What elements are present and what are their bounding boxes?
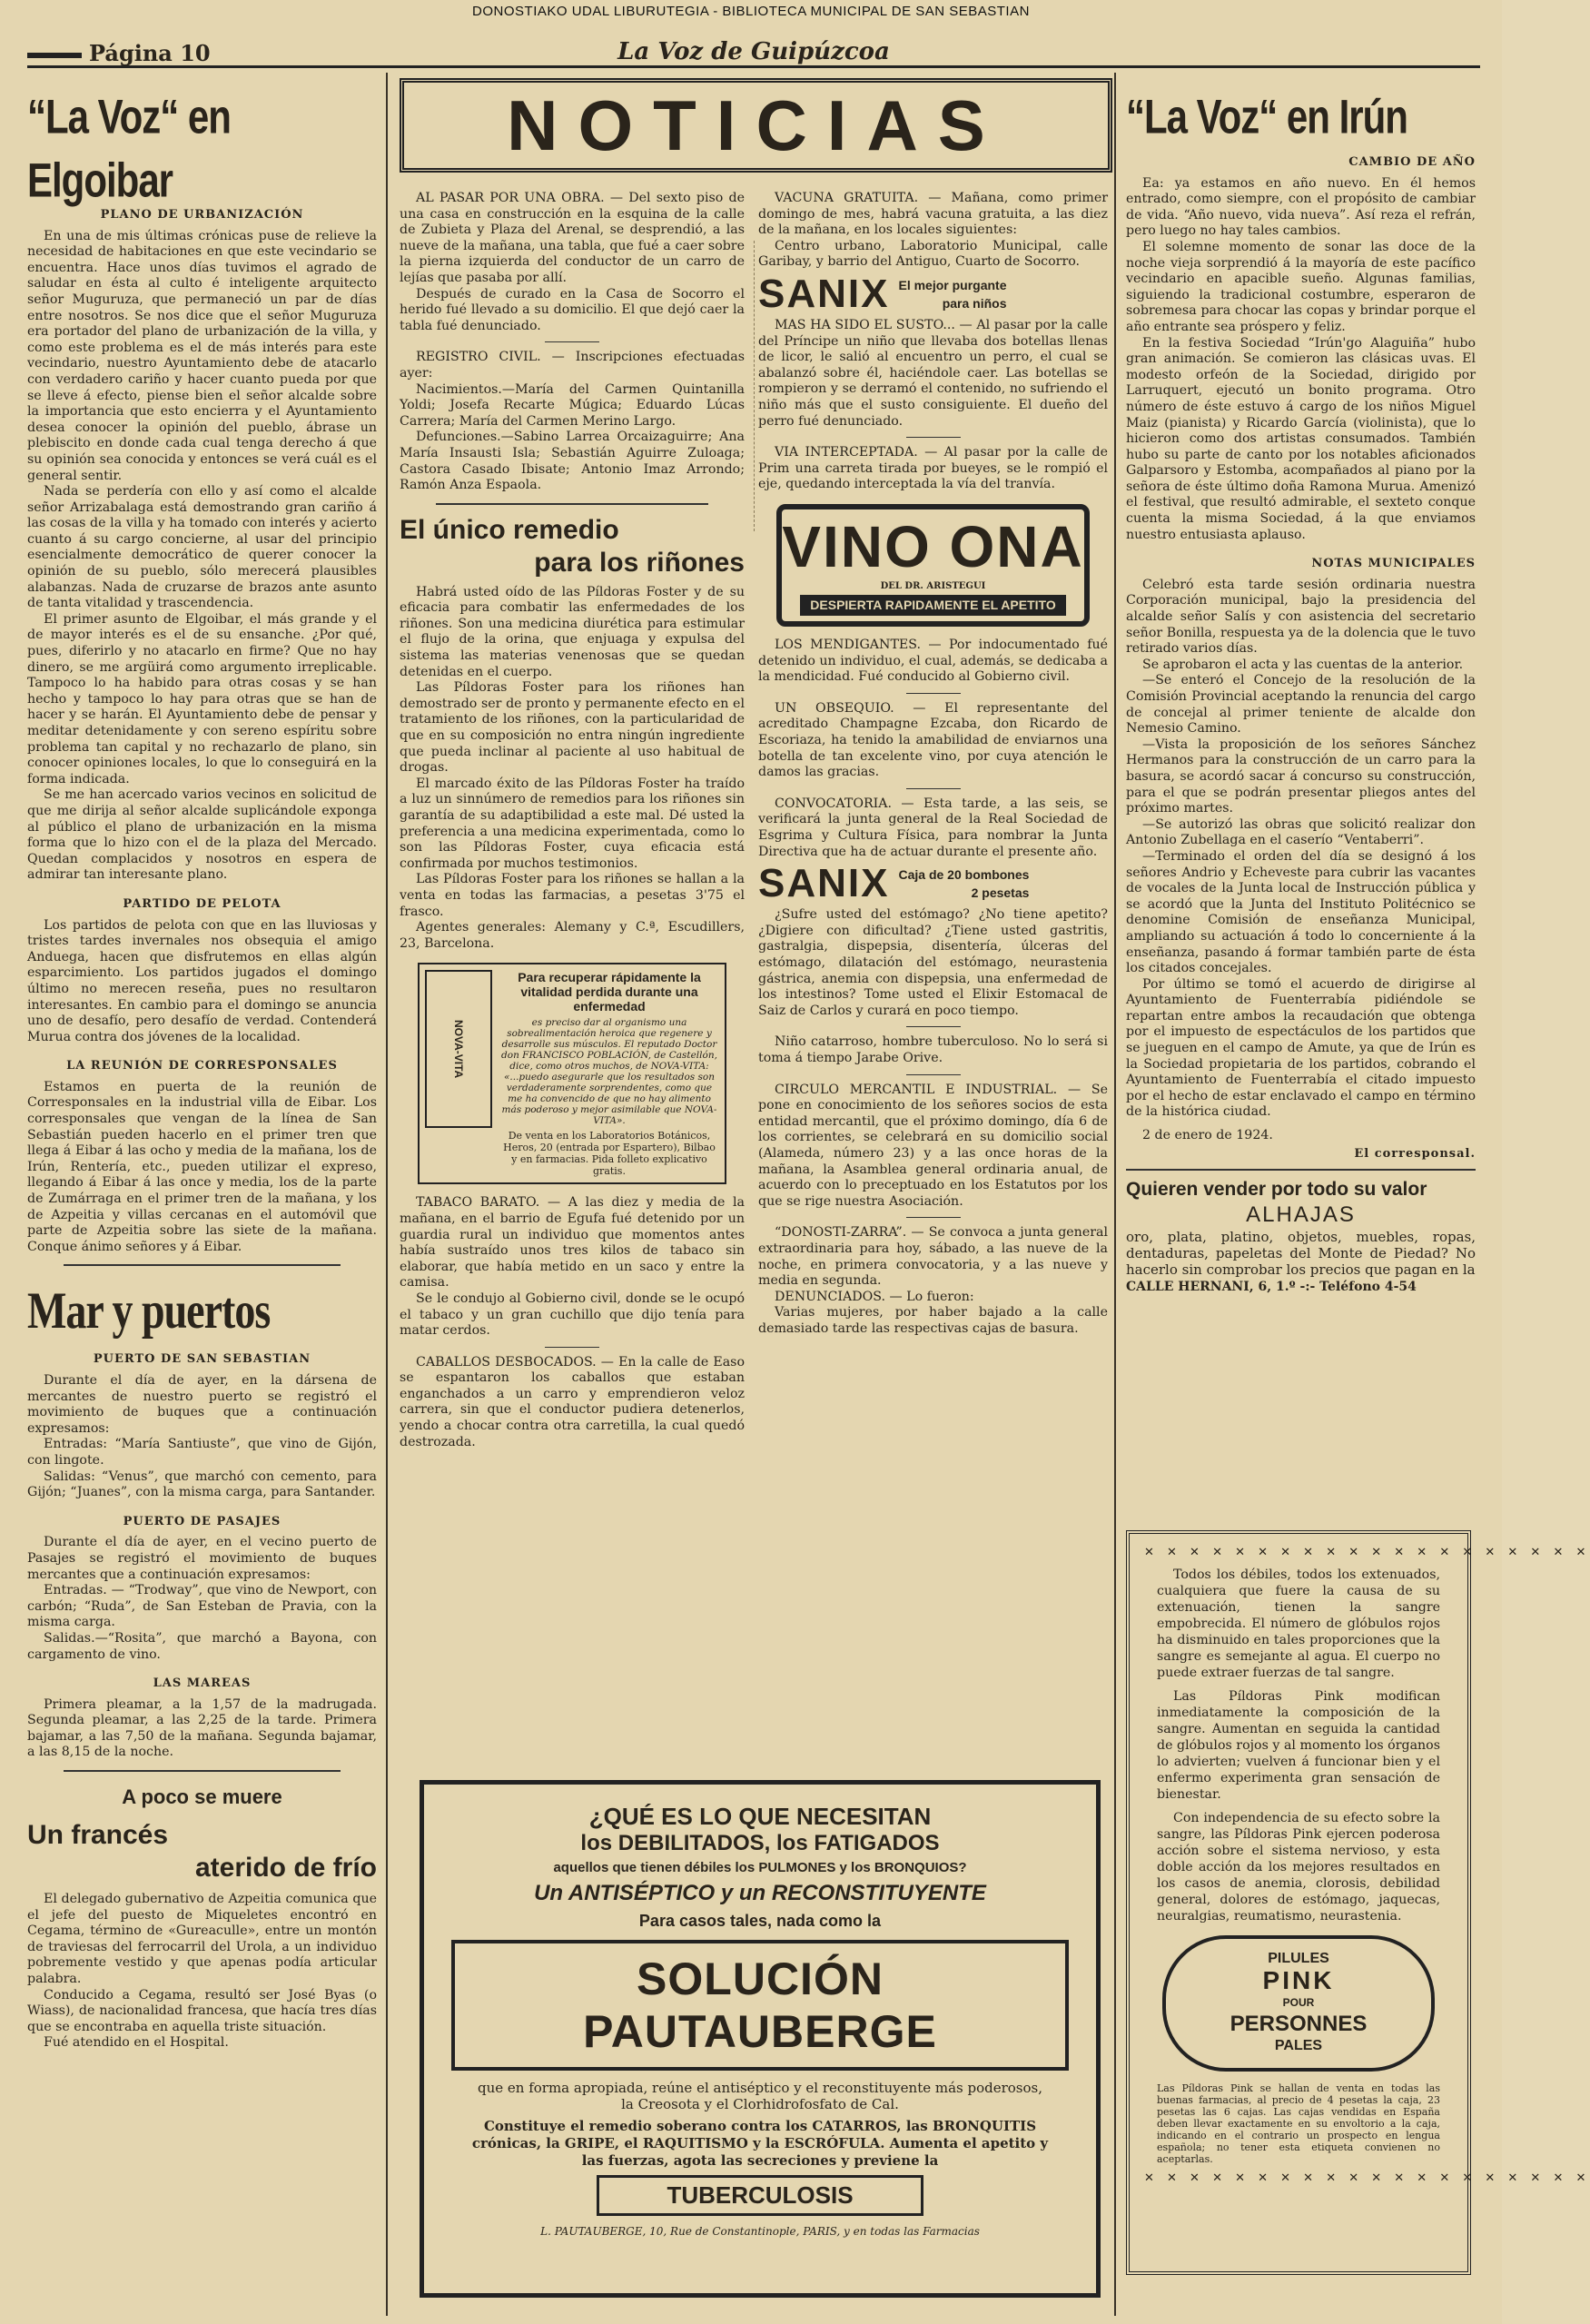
remedio-title-1: El único remedio — [400, 514, 619, 545]
pink-paragraph: Las Píldoras Pink modifican inmediatamente la composición de la sangre. Aumentan en seguida la cantidad de glóbulos rojos y al momento los órganos lo advierten; vuelven á funcionar bien y el enfermo experimenta gran sensación de bienestar. — [1157, 1689, 1440, 1802]
paragraph: CABALLOS DESBOCADOS. — En la calle de Easo se espantaron los caballos que estaban enganchados a un carro y emprendieron veloz carrera, sin que el conductor pudiera detenerlos, yendo a chocar contra otra carretilla, la cual quedó destrozada. — [400, 1354, 745, 1449]
paragraph: Ea: ya estamos en año nuevo. En él hemos entrado, como siempre, con el propósito de cambiar de vida. “Año nuevo, vida nueva”. Así reza el refrán, pero luego no hay tales cambios. — [1126, 175, 1476, 239]
page-header — [27, 35, 1480, 68]
paragraph: AL PASAR POR UNA OBRA. — Del sexto piso de una casa en construcción en la esquina de la calle de Zubieta y Plaza del Arenal, se desprendió, a las nueve de la mañana, una tabla, que fué a caer sobre la pierna izquierda del conductor de un carro de lejías que pasaba por allí. — [400, 191, 745, 285]
paragraph: Habrá usted oído de las Píldoras Foster y de su eficacia para combatir las enfermedades de los riñones. Son una medicina diurética para estimular el flujo de la orina, que enjuaga y expulsa del sistema las materias venenosas que se quedan detenidas en el cuerpo. — [400, 584, 745, 679]
column-elgoibar — [27, 73, 377, 2052]
pink-logo-line: PERSONNES — [1230, 2012, 1368, 2036]
divider — [906, 1074, 961, 1075]
cross-border-bottom: ✕ ✕ ✕ ✕ ✕ ✕ ✕ ✕ ✕ ✕ ✕ ✕ ✕ ✕ ✕ ✕ ✕ ✕ ✕ ✕ — [1144, 2171, 1590, 2185]
paragraph: Nada se perdería con ello y así como el alcalde señor Arrizabalaga está demostrando gran cariño á las cosas de la villa y ha tomado con interés y acierto cuanto á su cargo concierne, al usar del principio esencialmente democrático de querer conocer la opinión de su pueblo, sólo merecerá plausibles alabanzas. Nada de cruzarse de brazos ante asunto de tanta vitalidad y trascendencia. — [27, 484, 377, 611]
paragraph: ¿Sufre usted del estómago? ¿No tiene apetito? ¿Digiere con dificultad? ¿Tiene usted gastritis, gastralgia, dispepsia, disentería, úlceras del estómago, dilatación del estómago, neurastenia gástrica, anemia con dispepsia, una enfermedad de los intestinos? Tome usted el Elixir Estomacal de Saiz de Carlos y curará en poco tiempo. — [758, 907, 1108, 1018]
divider — [906, 1217, 961, 1218]
subhead-cambio: CAMBIO DE AÑO — [1348, 155, 1476, 169]
paragraph: Niño catarroso, hombre tuberculoso. No lo será si toma á tiempo Jarabe Orive. — [758, 1034, 1108, 1065]
alhajas-body: oro, plata, platino, objetos, muebles, ropas, dentaduras, papeletas del Monte de Piedad? No hacerlo sin comprobar los precios que pagan en la — [1126, 1229, 1476, 1279]
vino-ona-logo: VINO ONA — [782, 513, 1084, 579]
paragraph: Agentes generales: Alemany y C.ª, Escudillers, 23, Barcelona. — [400, 920, 745, 951]
frances-title-1: Un francés — [27, 1820, 169, 1851]
paragraph: MAS HA SIDO EL SUSTO... — Al pasar por la calle del Príncipe un niño que llevaba dos botellas llenas de licor, le salió al encuentro un perro, el cual se abalanzó sobre él, haciéndole caer. Las botellas se rompieron y se derramó el contenido, no sufriendo el niño más que el susto consiguiente. El dueño del perro fué denunciado. — [758, 317, 1108, 429]
divider — [64, 1770, 341, 1772]
subhead-urbanizacion: PLANO DE URBANIZACIÓN — [100, 208, 304, 222]
pink-paragraph: Todos los débiles, todos los extenuados, cualquiera que fuere la causa de su extenuación, tienen la sangre empobrecida. El número de glóbulos rojos ha disminuido en tales proporciones que la sangre es semejante al agua. El cuerpo no puede extraer fuerzas de tal sangre. — [1157, 1567, 1440, 1680]
paragraph: Primera pleamar, a la 1,57 de la madrugada. Segunda pleamar, a las 2,25 de la tarde. Primera bajamar, a las 7,50 de la mañana. Segunda bajamar, a las 8,15 de la noche. — [27, 1696, 377, 1760]
sanix-tagline-2: para niños — [942, 295, 1007, 311]
paragraph: Entradas. — “Trodway”, que vino de Newport, con carbón; “Ruda”, de San Esteban de Pravia, con la misma carga. — [27, 1583, 377, 1630]
paragraph: CIRCULO MERCANTIL E INDUSTRIAL. — Se pone en conocimiento de los señores socios de esta entidad mercantil, que el próximo domingo, día 6 de los corrientes, se celebrará en su domicilio social (Alameda, número 23) y a las once horas de la mañana, la Asamblea general ordinaria anual, de acuerdo con lo preceptuado en los Estatutos por los que se rige nuestra Asociación. — [758, 1082, 1108, 1209]
divider — [906, 693, 961, 694]
masthead: La Voz de Guipúzcoa — [617, 38, 890, 65]
paragraph: El solemne momento de sonar las doce de la noche vieja sorprendió á la mayoría de este pacífico vecindario en apacible sueño. Algunas familias, siguiendo la tradicional costumbre, esperaron de sobremesa para chocar las copas y brindar porque el año entrante sea próspero y feliz. — [1126, 239, 1476, 334]
vino-ona-maker: DEL DR. ARISTEGUI — [880, 580, 986, 591]
divider — [545, 1347, 599, 1348]
alhajas-headline: Quieren vender por todo su valor — [1126, 1179, 1427, 1201]
paragraph: Las Píldoras Foster para los riñones han demostrado ser de pronto y permanente efecto en el tratamiento de los riñones, con la particularidad de que en su composición no entra ningún ingrediente que pueda inclinar al paciente al uso habitual de drogas. — [400, 680, 745, 776]
vino-ona-tagline: DESPIERTA RAPIDAMENTE EL APETITO — [800, 595, 1066, 617]
vino-ona-ad — [776, 504, 1090, 627]
paragraph: —Se autorizó las obras que solicitó realizar don Antonio Zubellaga en el caserío “Ventaberri”. — [1126, 816, 1476, 848]
pink-logo-line: PINK — [1262, 1966, 1335, 1994]
paragraph: El delegado gubernativo de Azpeitia comunica que el jefe del puesto de Miqueletes encontró en Cegama, término de «Gureaculle», entre un montón de traviesas del ferrocarril del Urola, a un individuo pobremente vestido y que apenas podía articular palabra. — [27, 1892, 377, 1987]
pink-logo-line: PALES — [1274, 2038, 1323, 2053]
divider — [906, 788, 961, 789]
pauta-line: Un ANTISÉPTICO y un RECONSTITUYENTE — [534, 1881, 986, 1905]
subhead-municipales: NOTAS MUNICIPALES — [1311, 557, 1476, 571]
paragraph: Las Píldoras Foster para los riñones se hallan a la venta en todas las farmacias, a pesetas 3'75 el frasco. — [400, 872, 745, 919]
sanix-price: 2 pesetas — [971, 885, 1030, 901]
divider — [1126, 1169, 1476, 1171]
column-noticias-left — [400, 191, 745, 1450]
paragraph: Salidas: “Venus”, que marchó con cemento, para Gijón; “Juanes”, con la misma carga, para Santander. — [27, 1469, 377, 1500]
page-number: Página 10 — [27, 40, 211, 66]
pauta-address: L. PAUTAUBERGE, 10, Rue de Constantinople, PARIS, y en todas las Farmacias — [540, 2225, 980, 2238]
paragraph: Conducido a Cegama, resultó ser José Byas (o Wiass), de nacionalidad francesa, que hacía tres días que se encontraba en aquella triste situación. — [27, 1987, 377, 2034]
subhead-puerto-ss: PUERTO DE SAN SEBASTIAN — [93, 1352, 311, 1367]
subhead-pasajes: PUERTO DE PASAJES — [123, 1514, 281, 1528]
remedio-title-2: para los riñones — [534, 547, 745, 578]
divider — [906, 437, 961, 438]
sanix-logo: SANIX — [758, 861, 890, 906]
sanix-tagline: El mejor purgante — [898, 277, 1007, 292]
pauta-brand: SOLUCIÓN PAUTAUBERGE — [451, 1940, 1069, 2071]
paragraph: Defunciones.—Sabino Larrea Orcaizaguirre; Ana María Insausti Isla; Sebastián Aguirre Zuloaga; Castora Casado Ibisate; Antonio Imaz Arrondo; Ramón Anza Espaola. — [400, 430, 745, 493]
pauta-line: Constituye el remedio soberano contra los CATARROS, las BRONQUITIS crónicas, la GRIPE, el RAQUITISMO y la ESCRÓFULA. Aumenta el apetito y las fuerzas, agota las secreciones y previene la — [471, 2118, 1049, 2169]
paragraph: “DONOSTI-ZARRA”. — Se convoca a junta general extraordinaria para hoy, sábado, a las nueve de la noche, en primera convocatoria, y a las nueve y media en segunda. — [758, 1225, 1108, 1289]
cross-border-top: ✕ ✕ ✕ ✕ ✕ ✕ ✕ ✕ ✕ ✕ ✕ ✕ ✕ ✕ ✕ ✕ ✕ ✕ ✕ ✕ — [1144, 1546, 1590, 1559]
paragraph: —Se enteró el Concejo de la resolución de la Comisión Provincial aceptando la renuncia del cargo de concejal al primer teniente de alcalde don Nemesio Camino. — [1126, 673, 1476, 737]
paragraph: Se me han acercado varios vecinos en solicitud de que me dirija al señor alcalde suplicándole exponga al público el plano de urbanización en la misma forma que lo hizo con el de la plaza del Mercado. Quedan complacidos y nosotros en espera de admirar tan interesante plano. — [27, 787, 377, 883]
column-rule-1 — [386, 73, 388, 2316]
noticias-banner: NOTICIAS — [400, 78, 1112, 173]
alhajas-word: ALHAJAS — [1246, 1202, 1356, 1228]
paragraph: Entradas: “María Santiuste”, que vino de Gijón, con lingote. — [27, 1437, 377, 1468]
paragraph: Centro urbano, Laboratorio Municipal, calle Garibay, y barrio del Antiguo, Cuarto de Socorro. — [758, 238, 1108, 270]
sanix-ad-2 — [758, 861, 1108, 906]
novavita-headline: Para recuperar rápidamente la vitalidad perdida durante una enfermedad — [518, 970, 701, 1014]
pink-sale-note: Las Píldoras Pink se hallan de venta en todas las buenas farmacias, al precio de 4 pesetas la caja, 23 pesetas las 6 cajas. Las cajas vendidas en España deben llevar exactamente en su envoltorio a la caja, indicando en el contrario un prospecto en lengua española; no tener esta etiqueta convienen no aceptarlas. — [1157, 2082, 1440, 2165]
paragraph: VIA INTERCEPTADA. — Al pasar por la calle de Prim una carreta tirada por bueyes, se le rompió el eje, quedando interceptada la vía del tranvía. — [758, 445, 1108, 492]
pauta-line: aquellos que tienen débiles los PULMONES y los BRONQUIOS? — [553, 1860, 967, 1875]
divider — [906, 1026, 961, 1027]
paragraph: Los partidos de pelota con que en las lluviosas y tristes tardes invernales nos obsequia el amigo Anduega, hacen que disfrutemos en ellas algún esparcimiento. Los partidos jugados el domingo último no merecen reseña, pues no resultaron interesantes. En cambio para el domingo se anuncia uno de desafío, pero desafío de verdad. Contenderá Murua contra dos jóvenes de la localidad. — [27, 917, 377, 1044]
pauta-tuberculosis: TUBERCULOSIS — [597, 2175, 923, 2216]
divider — [436, 503, 708, 505]
paragraph: REGISTRO CIVIL. — Inscripciones efectuadas ayer: — [400, 350, 745, 381]
irun-title: “La Voz“ en Irún — [1126, 90, 1407, 143]
paragraph: LOS MENDIGANTES. — Por indocumentado fué detenido un individuo, el cual, además, se dedicaba a la mendicidad. Fué conducido al Gobierno civil. — [758, 638, 1108, 685]
alhajas-address: CALLE HERNANI, 6, 1.º -:- Teléfono 4-54 — [1126, 1280, 1417, 1295]
paragraph: Celebró esta tarde sesión ordinaria nuestra Corporación municipal, bajo la presidencia del alcalde señor Salís y con asistencia del secretario señor Bonilla, respuesta ya de la dolencia que le tuvo retirado varios días. — [1126, 577, 1476, 657]
subhead-mareas: LAS MAREAS — [153, 1676, 252, 1691]
paragraph: UN OBSEQUIO. — El representante del acreditado Champagne Ezcaba, don Ricardo de Escoriaza, ha tenido la amabilidad de enviarnos una botella de tan excelente vino, por cuya atención le damos las gracias. — [758, 700, 1108, 780]
paragraph: Se le condujo al Gobierno civil, donde se le ocupó el tabaco y un gran cuchillo que dijo tenía para matar cerdos. — [400, 1291, 745, 1339]
apoco-kicker: A poco se muere — [122, 1785, 282, 1809]
sanix-logo: SANIX — [758, 272, 890, 317]
subhead-corresponsales: LA REUNIÓN DE CORRESPONSALES — [66, 1059, 338, 1073]
mar-puertos-title: Mar y puertos — [27, 1281, 271, 1340]
pink-logo-line: PILULES — [1268, 1951, 1329, 1966]
paragraph: —Vista la proposición de los señores Sánchez Hermanos para la construcción de un carro para la basura, se acordó sacar á concurso su construcción, para el que se podrán presentar pliegos antes del próximo martes. — [1126, 737, 1476, 816]
paragraph: El primer asunto de Elgoibar, el más grande y el de mayor interés es el de su ensanche. ¿Por qué, pues, diferirlo y no atacarlo en firme? Que no hay dinero, se me argüirá como argumento irreplicable. Tampoco lo ha habido para otras cosas y se han hecho y tampoco lo hay para otras que se han de hacer y se harán. El Ayuntamiento debe de pensar y meditar detenidamente y con sereno espíritu sobre problema tan capital y no rechazarlo de plano, sin conocer opiniones locales, lo que lo conseguirá en la forma indicada. — [27, 611, 377, 786]
novavita-ad — [418, 963, 726, 1184]
novavita-sale: De venta en los Laboratorios Botánicos, Heros, 20 (entrada por Espartero), Bilbao y en farmacias. Pida folleto explicativo gratis. — [503, 1130, 716, 1178]
column-irun — [1126, 73, 1476, 1296]
paragraph: Salidas.—“Rosita”, que marchó a Bayona, con cargamento de vino. — [27, 1630, 377, 1662]
signature: El corresponsal. — [1354, 1146, 1476, 1161]
pauta-line: los DEBILITADOS, los FATIGADOS — [580, 1831, 940, 1855]
paragraph: CONVOCATORIA. — Esta tarde, a las seis, se verificará la junta general de la Real Sociedad de Esgrima y Cultura Física, para nombrar la Junta Directiva que ha de actuar durante el presente año. — [758, 796, 1108, 859]
paragraph: En una de mis últimas crónicas puse de relieve la necesidad de habitaciones en que este vecindario se encuentra. Hace unos días tuvimos el agrado de saludar en ésta al culto é inteligente arquitecto señor Muguruza, que permaneció un par de días entre nosotros. Se nos dice que el señor Muguruza era portador del plano de urbanización de la villa, y como este problema es el de más interés para este vecindario, nuestro Ayuntamiento debe de atacarlo con verdadero cariño y hacer cuanto pueda por que se lleve á efecto, piense bien el señor alcalde sobre la importancia que esto encierra y el Ayuntamiento desea conocer la opinión del pueblo, ábrase un plebiscito en donde cada cual tenga derecho á que su opinión sea conocida y entonces se verá cuál es el general sentir. — [27, 228, 377, 483]
library-header: DONOSTIAKO UDAL LIBURUTEGIA - BIBLIOTECA MUNICIPAL DE SAN SEBASTIAN — [472, 4, 1030, 19]
paragraph: VACUNA GRATUITA. — Mañana, como primer domingo de mes, habrá vacuna gratuita, a las diez de la mañana, en los locales siguientes: — [758, 191, 1108, 238]
paragraph: Por último se tomó el acuerdo de dirigirse al Ayuntamiento de Fuenterrabía pidiéndole se repartan entre ambos la recaudación que obtenga por el impuesto de espectáculos de los partidos que se jueguen en el campo de Amute, ya que de Irún es la Sociedad propietaria de los partidos, cobrando el Ayuntamiento de Fuenterrabía el citado impuesto por el hecho de estar enclavado el campo en término de la histórica ciudad. — [1126, 976, 1476, 1120]
paragraph: El marcado éxito de las Píldoras Foster ha traído a luz un sinnúmero de remedios para los riñones sin garantía de su adaptibilidad a este mal. Dé usted la preferencia a una medicina experimentada, como lo son las Píldoras Foster, cuya eficacia está confirmada por muchos testimonios. — [400, 776, 745, 871]
sanix-ad-1 — [758, 272, 1108, 317]
paragraph: Fué atendido en el Hospital. — [44, 2035, 229, 2051]
pink-pills-box-logo — [1162, 1935, 1435, 2072]
pink-pills-ad — [1126, 1530, 1590, 2275]
pink-paragraph: Con independencia de su efecto sobre la sangre, las Píldoras Pink ejercen poderosa acción sobre el sistema nervioso, y esta doble acción da los mejores resultados en los casos de anemia, clorosis, debilidad general, dolores de estómago, jaquecas, neuralgias, reumatismo, neurastenia. — [1157, 1811, 1440, 1923]
pauta-line: Para casos tales, nada como la — [638, 1912, 882, 1930]
pink-logo-line: POUR — [1282, 1996, 1315, 2009]
subhead-pelota: PARTIDO DE PELOTA — [123, 896, 281, 911]
paragraph: Estamos en puerta de la reunión de Corresponsales en la industrial villa de Eibar. Los corresponsales que vengan de la línea de San Sebastián pueden hacerlo en el primer tren que llega á Eibar á las ocho y media de la mañana, los de Irún, Rentería, etc., pueden utilizar el expreso, llegando á Eibar á las once y media, los de la parte de Zumárraga en el primer tren de la mañana, y los de Azpeitia y villas cercanas en el automóvil que parte de Azpeitia sobre las siete de la mañana. Conque ánimo señores y á Eibar. — [27, 1079, 377, 1254]
paragraph: Durante el día de ayer, en el vecino puerto de Pasajes se registró el movimiento de buques mercantes que a continuación expresamos: — [27, 1535, 377, 1582]
elgoibar-title: “La Voz“ en Elgoibar — [27, 90, 231, 207]
paragraph: Se aprobaron el acta y las cuentas de la anterior. — [1142, 657, 1464, 672]
divider — [64, 1264, 341, 1266]
paragraph: En la festiva Sociedad “Irún'go Alaguiña” hubo gran animación. Se comieron las clásicas uvas. El modesto orfeón de la Sociedad, dirigido por Larruquert, ejecutó un bonito programa. Otro número de éste estuvo á cargo de los niños Miguel Maiz (pianista) y Ricardo García (violinista), que lo hicieron como dos artistas consumados. También hubo su parte de canto por los notables aficionados Galparsoro y Estomba, acompañados al piano por la señora de éste último doña Ramona Murua. Amenizó el festival, que resultó admirable, el sexteto conque cuenta la misma Sociedad, á la que enviamos nuestro entusiasta aplauso. — [1126, 335, 1476, 542]
pautauberge-ad — [420, 1780, 1101, 2298]
novavita-body: es preciso dar al organismo una sobrealimentación heroica que regenere y desarrolle sus músculos. El reputado Doctor don FRANCISCO POBLACIÓN, de Castellón, dice, como otros muchos, de NOVA-VITA: «...puedo asegurarle que los resultados son verdaderamente sorprendentes, como que me ha convencido de que no hay alimento más poderoso y mejor asimilable que NOVA-VITA». — [501, 1017, 717, 1127]
novavita-jar: NOVA-VITA — [425, 970, 492, 1128]
pauta-line: que en forma apropiada, reúne el antiséptico y el reconstituyente más poderosos, la Creosota y el Clorhidrofosfato de Cal. — [477, 2080, 1043, 2112]
divider — [545, 341, 599, 342]
column-rule-2 — [1114, 73, 1116, 2316]
column-noticias-right — [758, 191, 1108, 1337]
paragraph: Varias mujeres, por haber bajado a la calle demasiado tarde las respectivas cajas de basura. — [758, 1305, 1108, 1336]
dateline: 2 de enero de 1924. — [1142, 1128, 1273, 1143]
paragraph: TABACO BARATO. — A las diez y media de la mañana, en el barrio de Egufa fué detenido por un guardia rural un individuo que momentos antes había sustraído unos tres kilos de tabaco sin elaborar, que había metido en un saco y entre la camisa. — [400, 1195, 745, 1291]
frances-title-2: aterido de frío — [194, 1853, 377, 1884]
paragraph: Después de curado en la Casa de Socorro el herido fué llevado a su domicilio. El que dejó caer la tabla fué denunciado. — [400, 286, 745, 333]
paragraph: —Terminado el orden del día se designó á los señores Andrio y Echeveste para cubrir las vacantes de vocales de la Junta local de Instrucción pública y se acordó que la Junta del Instituto Politécnico se denomine Comisión de enseñanza Municipal, ampliando su actuación á todo lo concerniente á la enseñanza, pasando á formar también parte de ésta los citados concejales. — [1126, 848, 1476, 976]
paragraph: Durante el día de ayer, en la dársena de mercantes de nuestro puerto se registró el movimiento de buques que a continuación expresamos: — [27, 1373, 377, 1436]
paragraph: Nacimientos.—María del Carmen Quintanilla Yoldi; Josefa Recarte Múgica; Eduardo Lúcas Carrera; María del Carmen Merino Largo. — [400, 381, 745, 429]
paragraph: DENUNCIADOS. — Lo fueron: — [775, 1289, 974, 1304]
sanix-price-line: Caja de 20 bombones — [898, 867, 1030, 883]
pauta-line: ¿QUÉ ES LO QUE NECESITAN — [588, 1803, 932, 1830]
